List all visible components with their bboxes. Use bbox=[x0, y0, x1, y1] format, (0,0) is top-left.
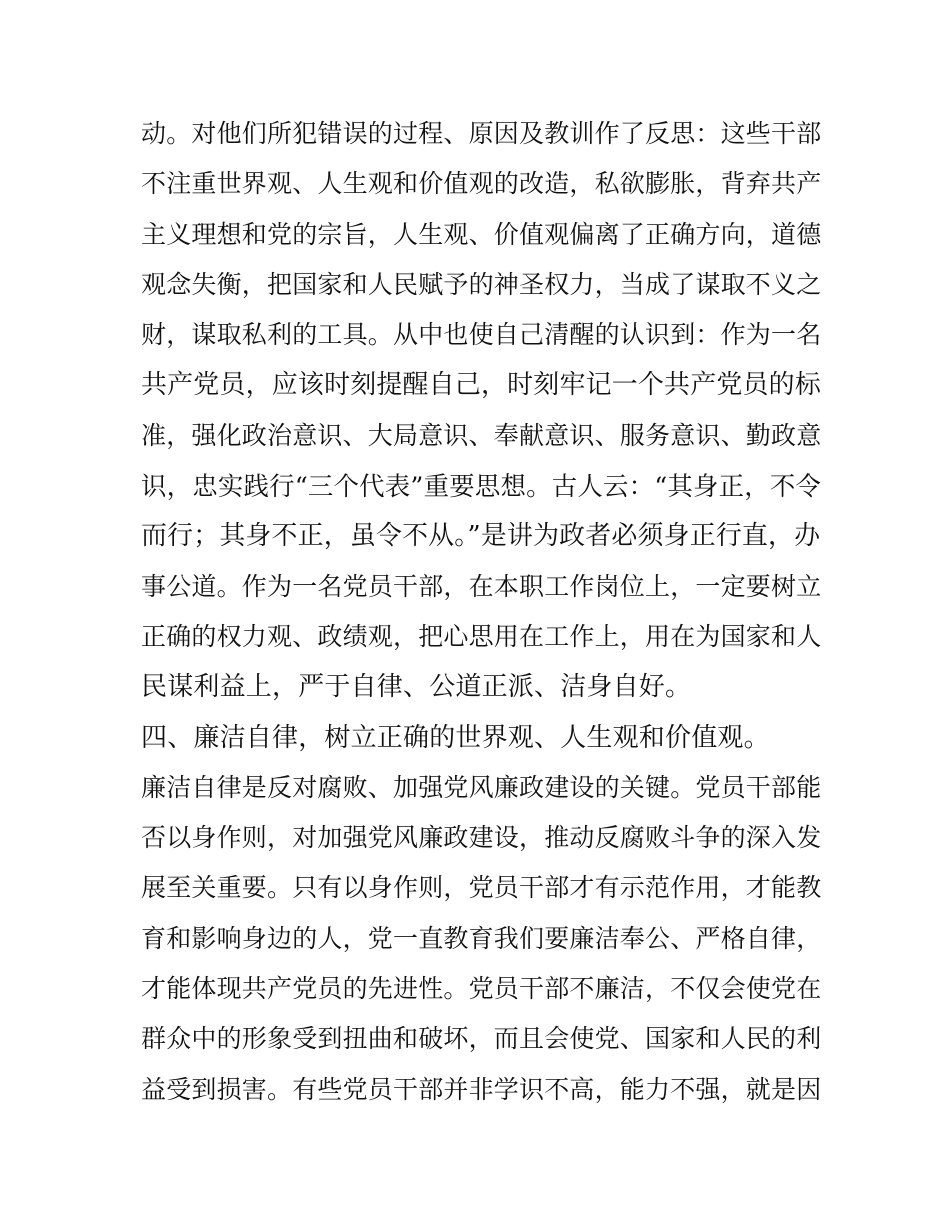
text-line: 财，谋取私利的工具。从中也使自己清醒的认识到：作为一名 bbox=[141, 320, 822, 350]
text-line: 事公道。作为一名党员干部，在本职工作岗位上，一定要树立 bbox=[141, 571, 822, 601]
text-line: 否以身作则，对加强党风廉政建设，推动反腐败斗争的深入发 bbox=[141, 823, 822, 853]
text-line: 观念失衡，把国家和人民赋予的神圣权力，当成了谋取不义之 bbox=[141, 269, 822, 299]
body-text bbox=[141, 109, 821, 1115]
text-line: 共产党员，应该时刻提醒自己，时刻牢记一个共产党员的标 bbox=[141, 370, 821, 401]
text-line: 民谋利益上，严于自律、公道正派、洁身自好。 bbox=[141, 672, 692, 703]
text-line: 而行；其身不正，虽令不从。”是讲为政者必须身正行直，办 bbox=[141, 521, 821, 552]
text-line: 育和影响身边的人，党一直教育我们要廉洁奉公、严格自律， bbox=[141, 923, 822, 953]
text-line: 识，忠实践行“三个代表”重要思想。古人云：“其身正，不令 bbox=[141, 471, 822, 502]
text-line: 展至关重要。只有以身作则，党员干部才有示范作用，才能教 bbox=[141, 873, 822, 903]
text-line: 动。对他们所犯错误的过程、原因及教训作了反思：这些干部 bbox=[141, 119, 822, 148]
text-line: 准，强化政治意识、大局意识、奉献意识、服务意识、勤政意 bbox=[141, 420, 822, 450]
text-line: 主义理想和党的宗旨，人生观、价值观偏离了正确方向，道德 bbox=[141, 219, 822, 249]
text-line: 正确的权力观、政绩观，把心思用在工作上，用在为国家和人 bbox=[141, 621, 822, 651]
section-heading: 四、廉洁自律，树立正确的世界观、人生观和价值观。 bbox=[141, 722, 770, 753]
text-line: 不注重世界观、人生观和价值观的改造，私欲膨胀，背弃共产 bbox=[141, 169, 822, 199]
text-line: 益受到损害。有些党员干部并非学识不高，能力不强，就是因 bbox=[141, 1074, 822, 1104]
text-line: 群众中的形象受到扭曲和破坏，而且会使党、国家和人民的利 bbox=[141, 1024, 822, 1054]
text-line: 才能体现共产党员的先进性。党员干部不廉洁，不仅会使党在 bbox=[141, 974, 822, 1004]
text-line: 廉洁自律是反对腐败、加强党风廉政建设的关键。党员干部能 bbox=[141, 772, 822, 802]
